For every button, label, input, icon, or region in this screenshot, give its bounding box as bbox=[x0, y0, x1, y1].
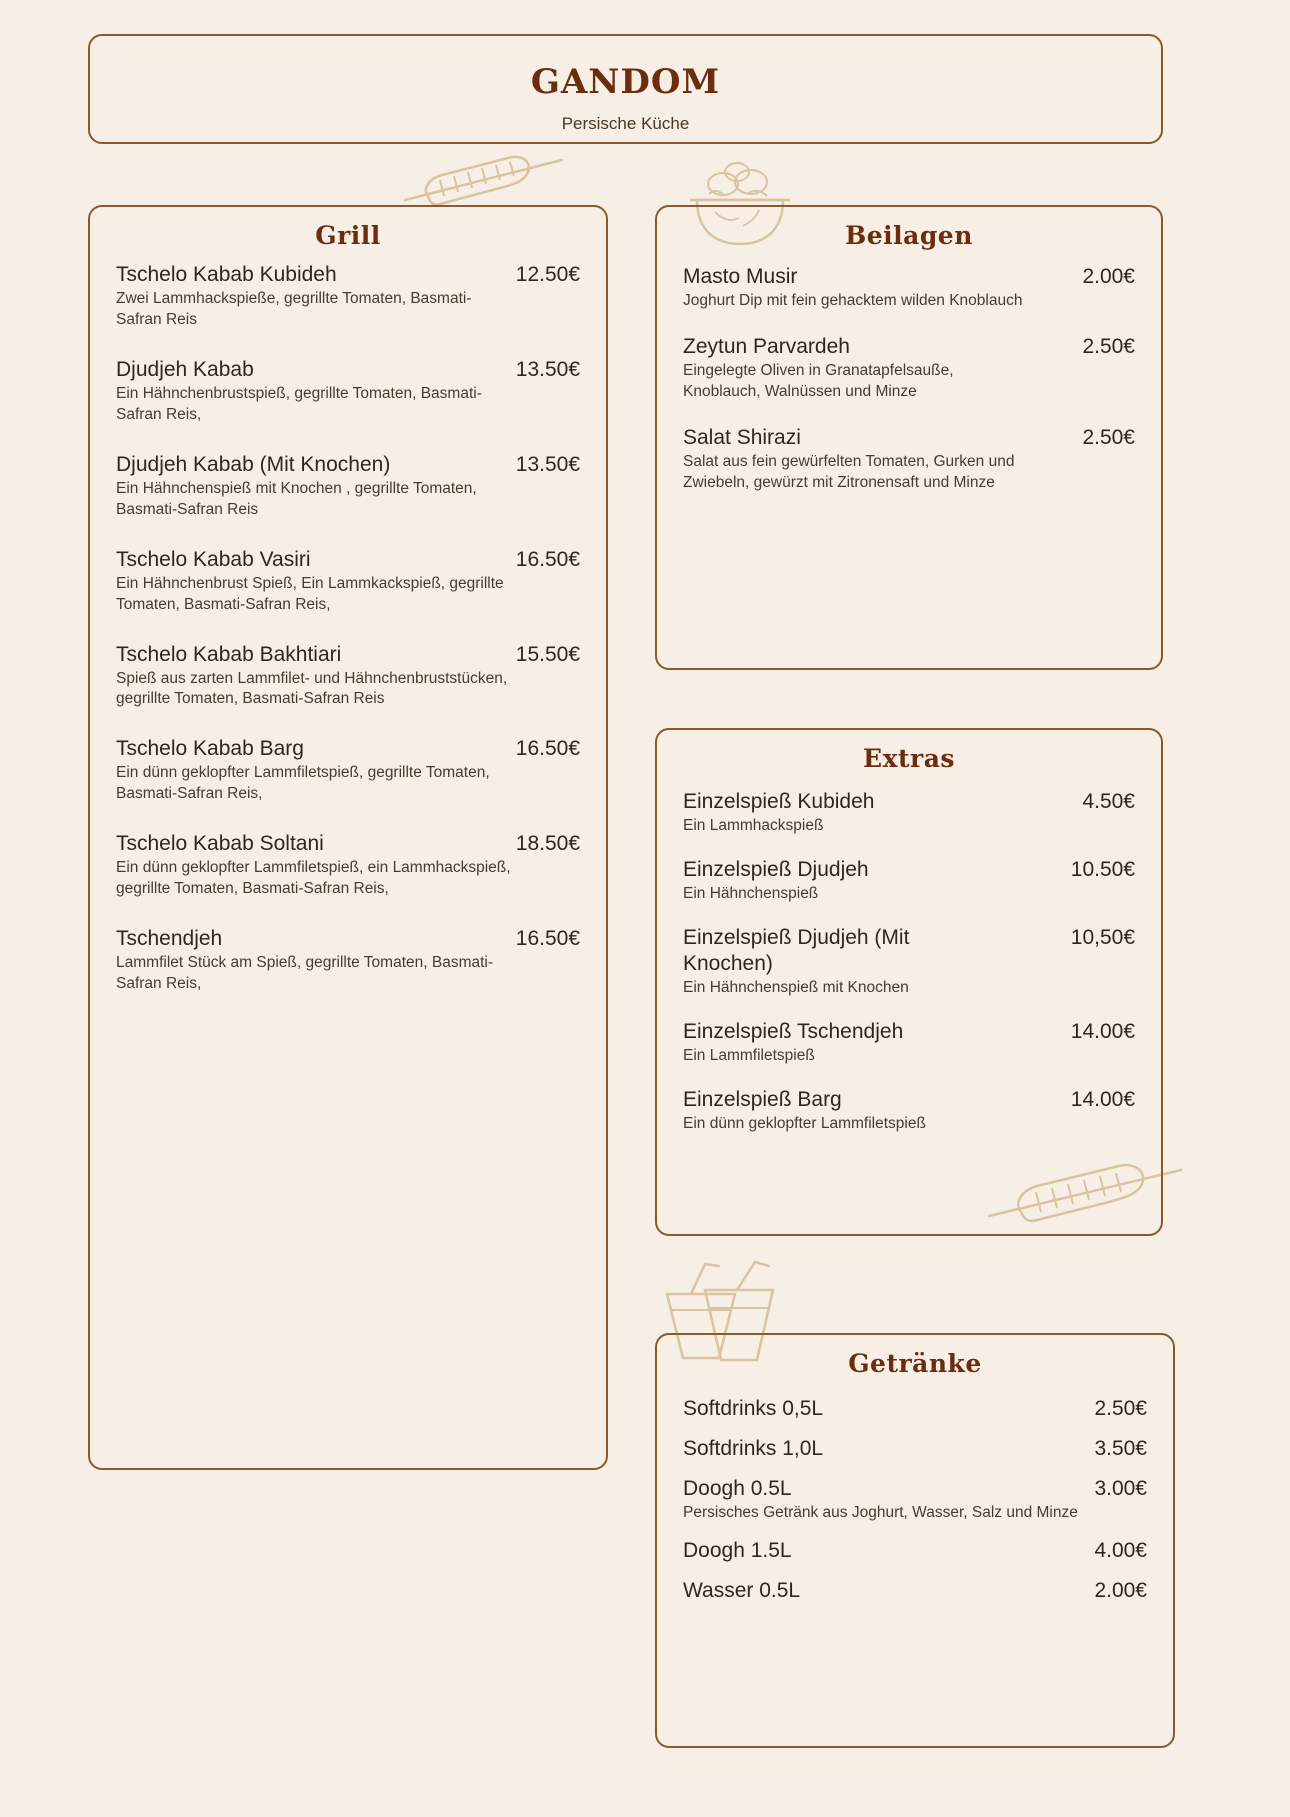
item-description: Lammfilet Stück am Spieß, gegrillte Tomaten, Basmati-Safran Reis, bbox=[116, 954, 494, 993]
section-title-extras: Extras bbox=[863, 744, 955, 773]
item-description: Ein Hähnchenspieß bbox=[683, 884, 819, 902]
list-item bbox=[683, 1436, 1147, 1462]
section-grill bbox=[88, 205, 608, 1470]
item-price: 4.50€ bbox=[1082, 790, 1135, 813]
item-description: Ein dünn geklopfter Lammfiletspieß, gegrillte Tomaten, Basmati-Safran Reis, bbox=[116, 764, 490, 803]
item-name: Softdrinks 1,0L bbox=[683, 1437, 824, 1461]
list-item bbox=[683, 1019, 1135, 1067]
section-title-getraenke: Getränke bbox=[848, 1349, 982, 1378]
item-price: 14.00€ bbox=[1070, 1019, 1135, 1043]
list-item bbox=[116, 926, 580, 995]
beilagen-item-list bbox=[657, 256, 1161, 494]
item-name: Tschelo Kabab Vasiri bbox=[116, 547, 311, 571]
item-price: 10.50€ bbox=[1070, 857, 1135, 881]
item-name: Djudjeh Kabab (Mit Knochen) bbox=[116, 452, 391, 476]
item-description: Zwei Lammhackspieße, gegrillte Tomaten, Basmati-Safran Reis bbox=[116, 290, 472, 328]
item-price: 3.50€ bbox=[1094, 1437, 1147, 1461]
section-title-grill: Grill bbox=[315, 221, 381, 250]
extras-item-list bbox=[657, 779, 1161, 1135]
item-price: 2.50€ bbox=[1082, 425, 1135, 449]
item-description: Salat aus fein gewürfelten Tomaten, Gurken und Zwiebeln, gewürzt mit Zitronensaft und Minze bbox=[683, 452, 1015, 491]
list-item bbox=[116, 547, 580, 616]
item-price: 16.50€ bbox=[515, 927, 580, 951]
item-name: Tschelo Kabab Barg bbox=[116, 737, 304, 761]
item-name: Doogh 1.5L bbox=[683, 1539, 792, 1563]
list-item bbox=[683, 1538, 1147, 1564]
item-price: 16.50€ bbox=[515, 547, 580, 571]
item-price: 4.00€ bbox=[1094, 1539, 1147, 1563]
item-price: 2.50€ bbox=[1082, 334, 1135, 358]
item-price: 13.50€ bbox=[515, 452, 580, 476]
section-title-beilagen: Beilagen bbox=[845, 221, 973, 250]
list-item bbox=[683, 1396, 1147, 1422]
item-description: Ein Hähnchenbrust Spieß, Ein Lammkackspieß, gegrillte Tomaten, Basmati-Safran Reis, bbox=[116, 574, 504, 613]
item-price: 14.00€ bbox=[1070, 1087, 1135, 1111]
item-description: Eingelegte Oliven in Granatapfelsauße, Knoblauch, Walnüssen und Minze bbox=[683, 361, 954, 400]
item-description: Spieß aus zarten Lammfilet- und Hähnchenbruststücken, gegrillte Tomaten, Basmati-Safran Reis bbox=[116, 669, 508, 708]
item-description: Ein Hähnchenspieß mit Knochen , gegrillte Tomaten, Basmati-Safran Reis bbox=[116, 479, 477, 518]
list-item bbox=[683, 925, 1135, 999]
item-name: Einzelspieß Barg bbox=[683, 1087, 842, 1111]
item-price: 13.50€ bbox=[515, 357, 580, 381]
section-beilagen bbox=[655, 205, 1163, 670]
item-name: Einzelspieß Kubideh bbox=[683, 790, 875, 813]
item-name: Salat Shirazi bbox=[683, 425, 801, 449]
section-getraenke bbox=[655, 1333, 1175, 1748]
item-description: Ein Hähnchenbrustspieß, gegrillte Tomaten, Basmati-Safran Reis, bbox=[116, 384, 482, 423]
item-price: 2.00€ bbox=[1082, 265, 1135, 288]
item-description: Ein Lammhackspieß bbox=[683, 817, 824, 835]
item-name: Einzelspieß Tschendjeh bbox=[683, 1019, 904, 1043]
section-extras bbox=[655, 728, 1163, 1236]
list-item bbox=[683, 857, 1135, 905]
item-price: 12.50€ bbox=[515, 263, 580, 286]
item-name: Einzelspieß Djudjeh (Mit Knochen) bbox=[683, 925, 910, 975]
item-name: Softdrinks 0,5L bbox=[683, 1397, 824, 1420]
item-description: Persisches Getränk aus Joghurt, Wasser, Salz und Minze bbox=[683, 1504, 1078, 1522]
restaurant-header bbox=[88, 34, 1163, 144]
grill-item-list bbox=[90, 256, 606, 995]
item-name: Wasser 0.5L bbox=[683, 1579, 801, 1603]
item-price: 10,50€ bbox=[1070, 925, 1135, 949]
item-name: Masto Musir bbox=[683, 265, 798, 288]
list-item bbox=[683, 1087, 1135, 1135]
list-item bbox=[116, 452, 580, 521]
list-item bbox=[683, 264, 1135, 312]
list-item bbox=[116, 357, 580, 426]
item-description: Ein dünn geklopfter Lammfiletspieß bbox=[683, 1114, 926, 1132]
item-name: Tschelo Kabab Soltani bbox=[116, 832, 324, 856]
list-item bbox=[683, 334, 1135, 403]
item-name: Tschelo Kabab Bakhtiari bbox=[116, 642, 342, 666]
page-subtitle: Persische Küche bbox=[561, 114, 690, 133]
page-title: GANDOM bbox=[530, 62, 721, 102]
item-description: Ein Lammfiletspieß bbox=[683, 1046, 815, 1064]
list-item bbox=[116, 262, 580, 331]
item-price: 16.50€ bbox=[515, 737, 580, 761]
item-price: 2.00€ bbox=[1094, 1579, 1147, 1603]
list-item bbox=[683, 789, 1135, 837]
item-name: Djudjeh Kabab bbox=[116, 357, 254, 381]
list-item bbox=[116, 642, 580, 711]
list-item bbox=[116, 736, 580, 805]
item-name: Doogh 0.5L bbox=[683, 1477, 792, 1501]
item-name: Einzelspieß Djudjeh bbox=[683, 857, 869, 881]
item-price: 2.50€ bbox=[1094, 1397, 1147, 1420]
item-description: Joghurt Dip mit fein gehacktem wilden Knoblauch bbox=[683, 292, 1023, 310]
item-name: Tschelo Kabab Kubideh bbox=[116, 263, 337, 286]
item-price: 3.00€ bbox=[1094, 1477, 1147, 1501]
list-item bbox=[683, 1578, 1147, 1604]
item-description: Ein Hähnchenspieß mit Knochen bbox=[683, 978, 909, 996]
item-description: Ein dünn geklopfter Lammfiletspieß, ein Lammhackspieß, gegrillte Tomaten, Basmati-Safran Reis, bbox=[116, 859, 511, 898]
item-name: Tschendjeh bbox=[116, 927, 223, 951]
item-price: 18.50€ bbox=[515, 832, 580, 856]
item-price: 15.50€ bbox=[515, 642, 580, 666]
list-item bbox=[683, 425, 1135, 494]
list-item bbox=[116, 831, 580, 900]
skewer-icon bbox=[400, 152, 570, 212]
list-item bbox=[683, 1476, 1147, 1524]
item-name: Zeytun Parvardeh bbox=[683, 334, 850, 358]
getraenke-item-list bbox=[657, 1384, 1173, 1604]
